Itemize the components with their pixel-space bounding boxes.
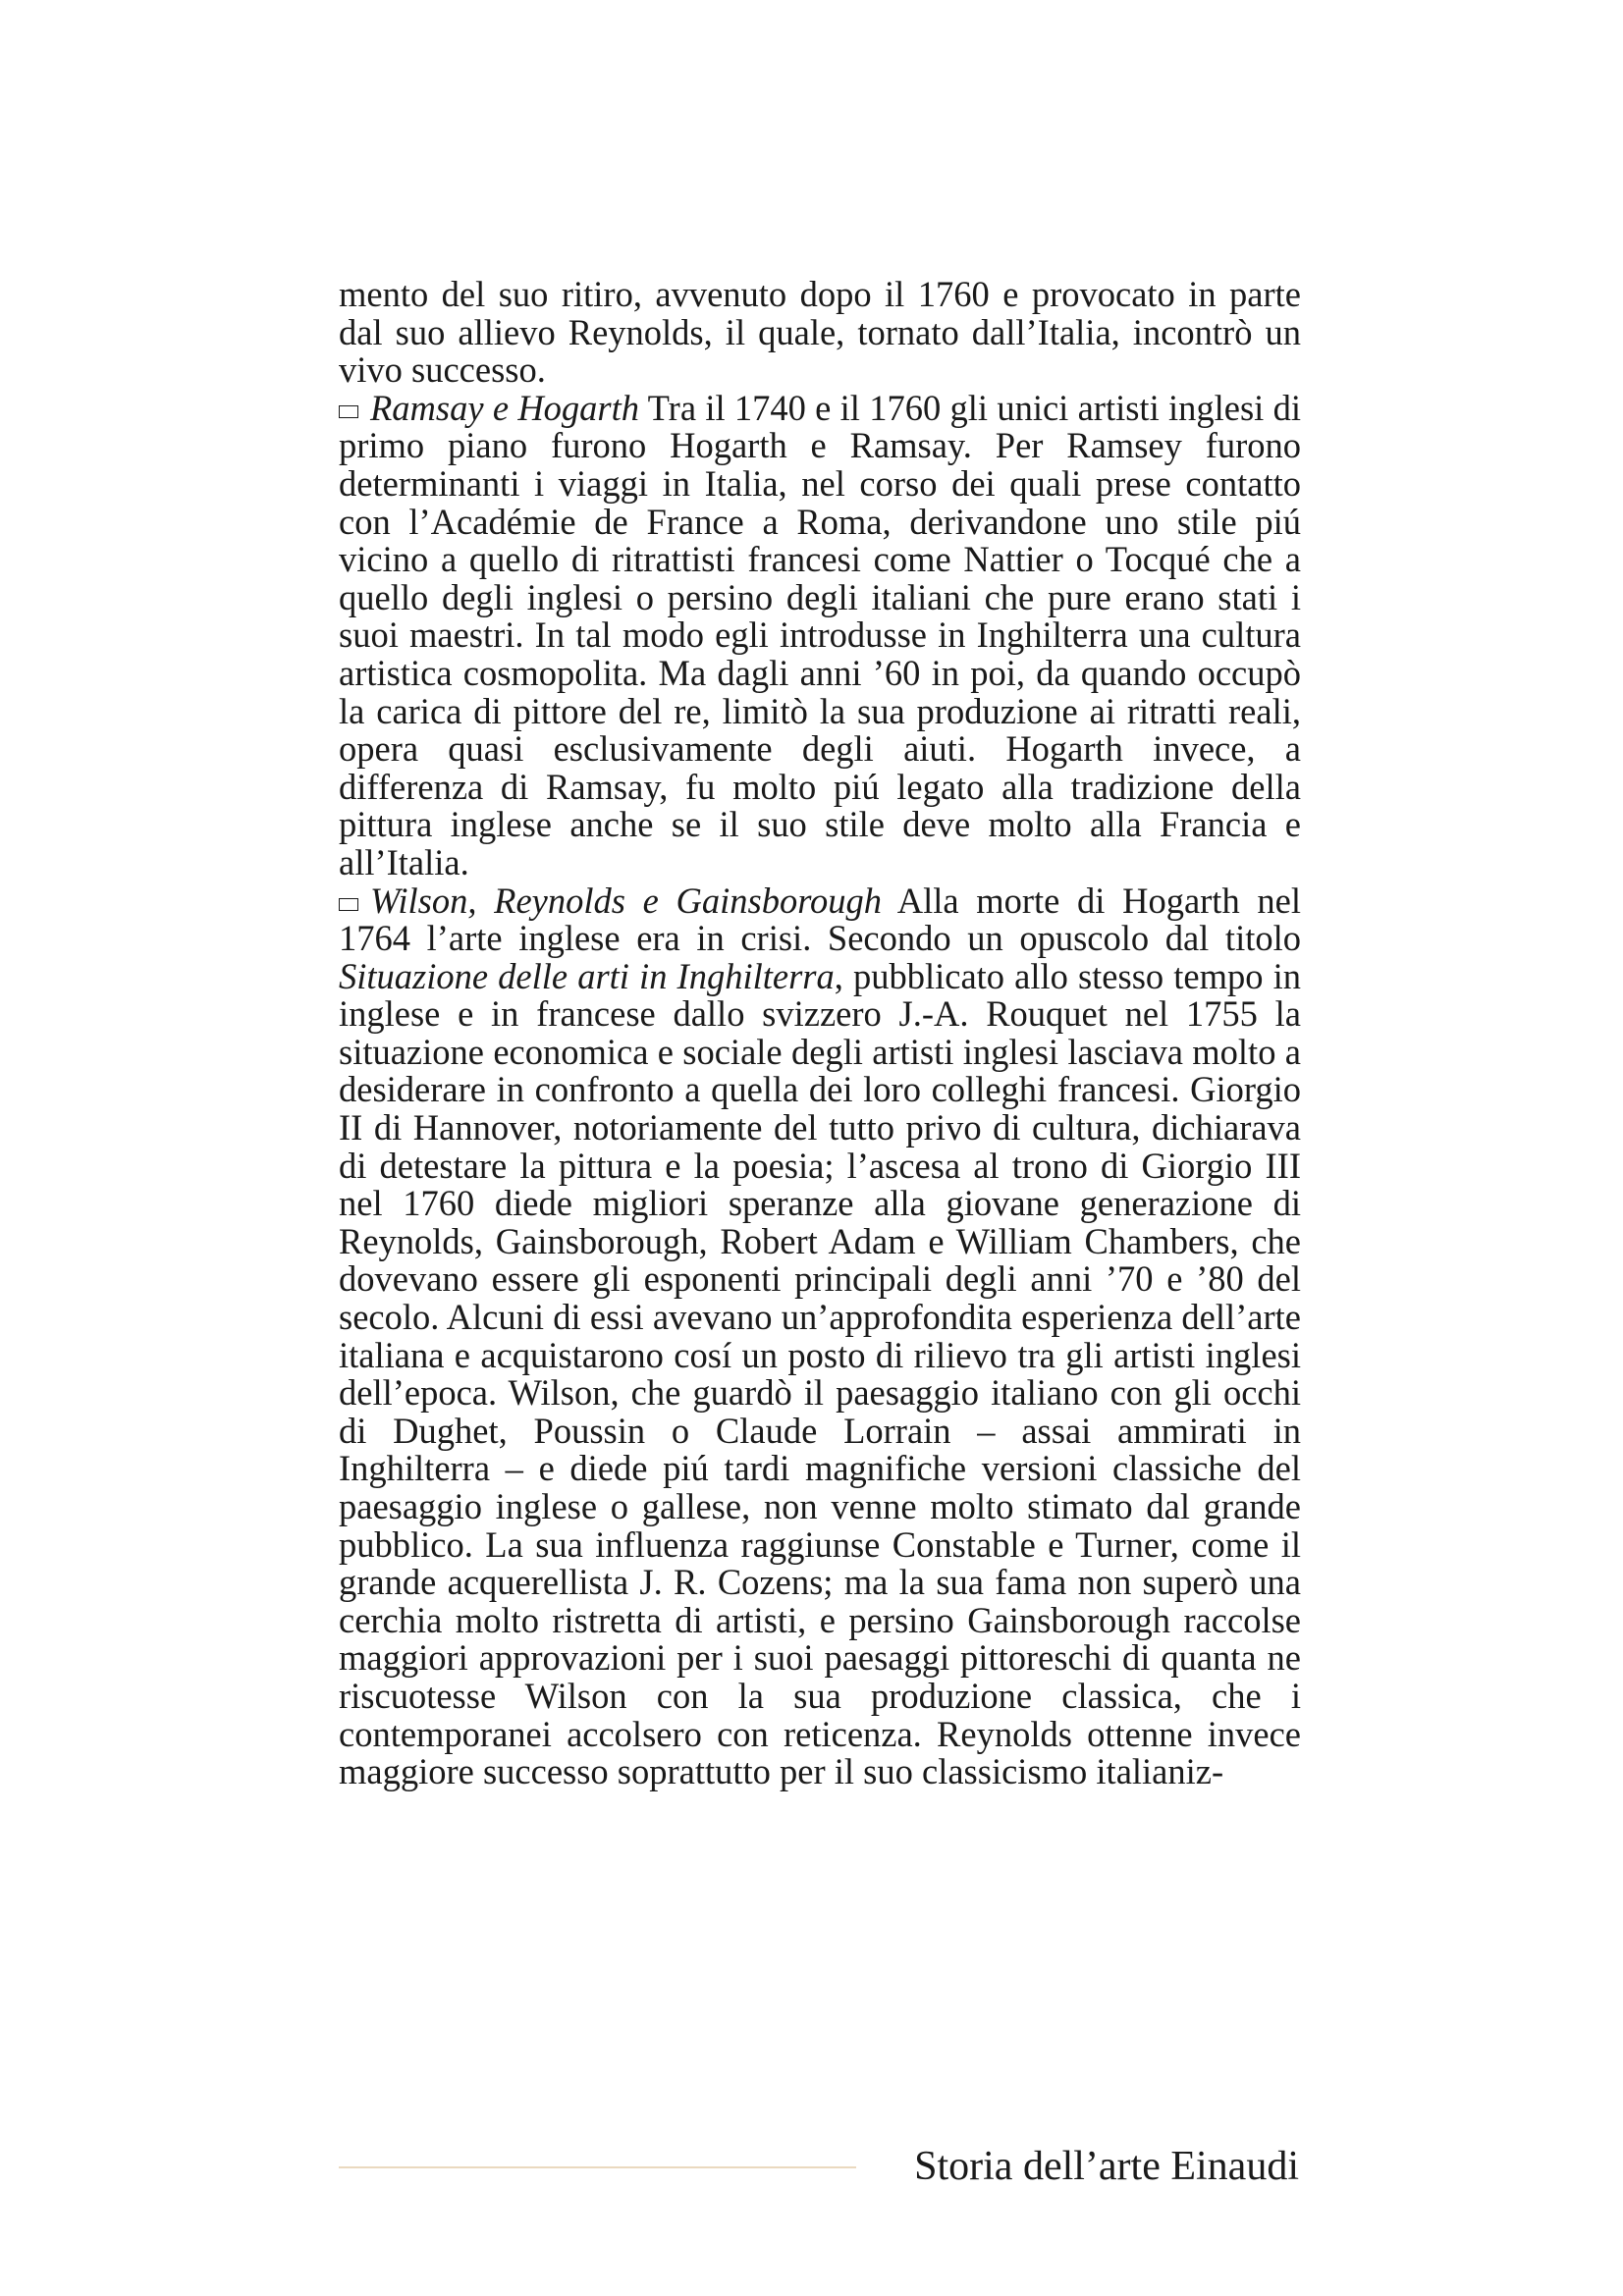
paragraph-ramsay-hogarth (339, 387, 1301, 882)
paragraph-text: Alla morte di Hogarth nel 1764 l’arte inglese era in crisi. Secondo un opuscolo dal titolo (339, 880, 1301, 959)
section-marker-square-icon (339, 898, 358, 911)
footer-title: Storia dell’arte Einaudi (914, 2144, 1299, 2189)
paragraph-continuation: mento del suo ritiro, avvenuto dopo il 1760 e provocato in parte dal suo allievo Reynolds, il quale, tornato dall’Italia, incontrò un vivo successo. (339, 274, 1301, 391)
paragraph-text: Tra il 1740 e il 1760 gli unici artisti inglesi di primo piano furono Hogarth e Ramsay. Per Ramsey furono determinanti i viaggi in Italia, nel corso dei quali prese contatto con l’Académie de France a Roma, derivandone uno stile piú vicino a quello di ritrattisti francesi come Nattier o Tocqué che a quello degli inglesi o persino degli italiani che pure erano stati i suoi maestri. In tal modo egli introdusse in Inghilterra una cultura artistica cosmopolita. Ma dagli anni ’60 in poi, da quando occupò la carica di pittore del re, limitò la sua produzione ai ritratti reali, opera quasi esclusivamente degli aiuti. Hogarth invece, a differenza di Ramsay, fu molto piú legato alla tradizione della pittura inglese anche se il suo stile deve molto alla Francia e all’Italia. (339, 387, 1301, 882)
paragraph-wilson-reynolds-gainsborough (339, 882, 1301, 1791)
section-heading: Wilson, Reynolds e Gainsborough (370, 880, 883, 921)
book-title: Situazione delle arti in Inghilterra (339, 955, 835, 996)
footer-rule (339, 2166, 856, 2168)
section-heading: Ramsay e Hogarth (370, 387, 640, 428)
paragraph-text: , pubblicato allo stesso tempo in inglese e in francese dallo svizzero J.-A. Rouquet nel 1755 la situazione economica e sociale degli artisti inglesi lasciava molto a desiderare in confronto a quella dei loro colleghi francesi. Giorgio II di Hannover, notoriamente del tutto privo di cultura, dichiarava di detestare la pittura e la poesia; l’ascesa al trono di Giorgio III nel 1760 diede migliori speranze alla giovane generazione di Reynolds, Gainsborough, Robert Adam e William Chambers, che dovevano essere gli esponenti principali degli anni ’70 e ’80 del secolo. Alcuni di essi avevano un’approfondita esperienza dell’arte italiana e acquistarono cosí un posto di rilievo tra gli artisti inglesi dell’epoca. Wilson, che guardò il paesaggio italiano con gli occhi di Dughet, Poussin o Claude Lorrain – assai ammirati in Inghilterra – e diede piú tardi magnifiche versioni classiche del paesaggio inglese o gallese, non venne molto stimato dal grande pubblico. La sua influenza raggiunse Constable e Turner, come il grande acquerellista J. R. Cozens; ma la sua fama non superò una cerchia molto ristretta di artisti, e persino Gainsborough raccolse maggiori approvazioni per i suoi paesaggi pittoreschi di quanta ne riscuotesse Wilson con la sua produzione classica, che i contemporanei accolsero con reticenza. Reynolds ottenne invece maggiore successo soprattutto per il suo classicismo italianiz- (339, 955, 1301, 1792)
body-text (339, 276, 1301, 1791)
section-marker-square-icon (339, 405, 358, 418)
